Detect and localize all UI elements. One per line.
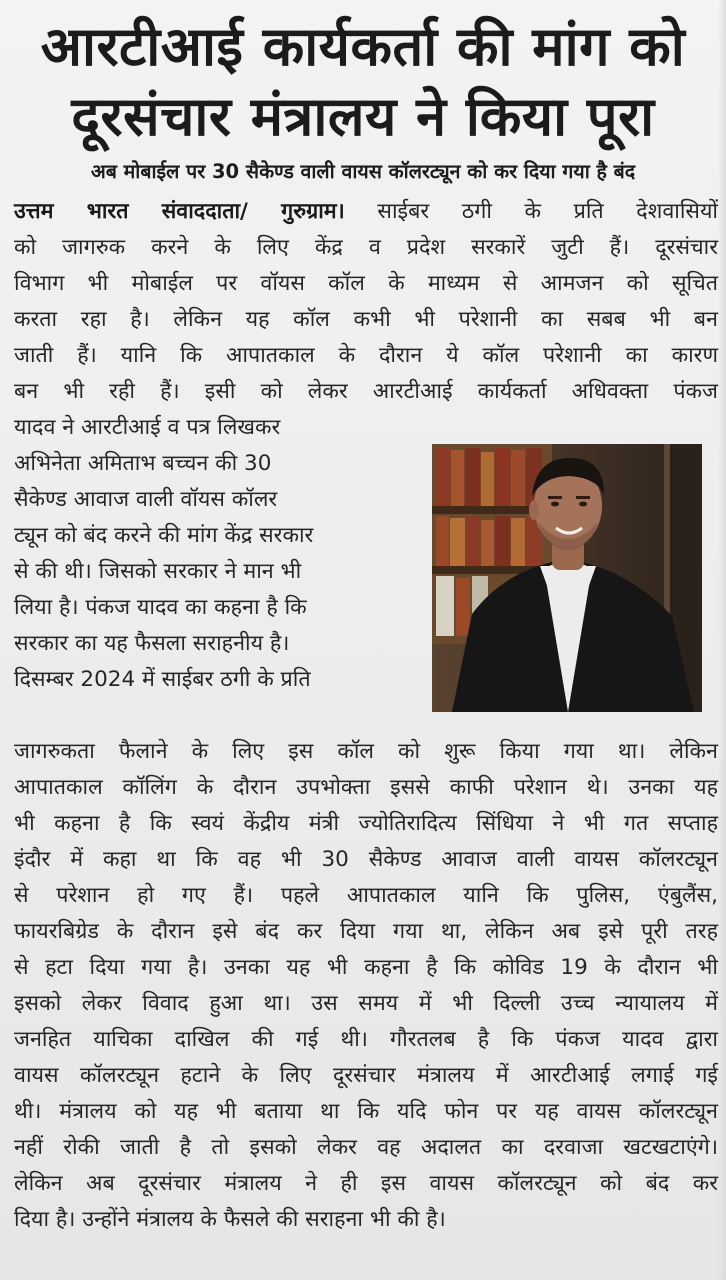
article-line: दिसम्बर 2024 में साईबर ठगी के प्रति xyxy=(14,667,311,692)
article-text: साईबर ठगी के प्रति देशवासियों xyxy=(377,199,718,224)
article-line: नहीं रोकी जाती है तो इसको लेकर वह अदालत का दरवाजा खटखटाएंगे। xyxy=(14,1135,718,1160)
article-line: यादव ने आरटीआई व पत्र लिखकर xyxy=(14,415,281,440)
article-line: दिया है। उन्होंने मंत्रालय के फैसले की सराहना भी की है। xyxy=(14,1207,446,1232)
article-line: वायस कॉलरट्यून हटाने के लिए दूरसंचार मंत्रालय में आरटीआई लगाई गई xyxy=(14,1063,718,1088)
article-line: आपातकाल कॉलिंग के दौरान उपभोक्ता इससे काफी परेशान थे। उनका यह xyxy=(14,775,718,800)
headline-line-1: आरटीआई कार्यकर्ता की मांग को xyxy=(40,15,686,78)
article-line: विभाग भी मोबाईल पर वॉयस कॉल के माध्यम से आमजन को सूचित xyxy=(14,271,718,296)
article-line: लेकिन अब दूरसंचार मंत्रालय ने ही इस वायस कॉलरट्यून को बंद कर xyxy=(14,1171,718,1196)
article-line-1 xyxy=(14,194,718,230)
article-line: सैकेण्ड आवाज वाली वॉयस कॉलर xyxy=(14,487,278,512)
article-line: बन भी रही हैं। इसी को लेकर आरटीआई कार्यकर्ता अधिवक्ता पंकज xyxy=(14,379,718,404)
article-line: जनहित याचिका दाखिल की गई थी। गौरतलब है कि पंकज यादव द्वारा xyxy=(14,1027,718,1052)
article-line: इसको लेकर विवाद हुआ था। उस समय में भी दिल्ली उच्च न्यायालय में xyxy=(14,991,718,1016)
article-line: लिया है। पंकज यादव का कहना है कि xyxy=(14,595,307,620)
article-line: अभिनेता अमिताभ बच्चन की 30 xyxy=(14,451,272,476)
page-edge-shadow xyxy=(718,0,726,1280)
article-line: थी। मंत्रालय को यह भी बताया था कि यदि फोन पर यह वायस कॉलरट्यून xyxy=(14,1099,718,1124)
article-line: जागरुकता फैलाने के लिए इस कॉल को शुरू किया गया था। लेकिन xyxy=(14,739,718,764)
article-line: करता रहा है। लेकिन यह कॉल कभी भी परेशानी का सबब भी बन xyxy=(14,307,718,332)
headline-line-2: दूरसंचार मंत्रालय ने किया पूरा xyxy=(71,85,655,148)
article-line: से हटा दिया गया है। उनका यह भी कहना है कि कोविड 19 के दौरान भी xyxy=(14,955,718,980)
article-line: ट्यून को बंद करने की मांग केंद्र सरकार xyxy=(14,523,314,548)
article-line: सरकार का यह फैसला सराहनीय है। xyxy=(14,631,290,656)
advocate-photo xyxy=(432,444,702,712)
article-line: से परेशान हो गए हैं। पहले आपातकाल यानि कि पुलिस, एंबुलैंस, xyxy=(14,883,718,908)
subheadline: अब मोबाईल पर 30 सैकेण्ड वाली वायस कॉलरट्यून को कर दिया गया है बंद xyxy=(90,160,636,183)
byline: उत्तम भारत संवाददाता/ गुरुग्राम। xyxy=(14,199,345,224)
article-line: भी कहना है कि स्वयं केंद्रीय मंत्री ज्योतिरादित्य सिंधिया ने भी गत सप्ताह xyxy=(14,811,718,836)
article-line: फायरबिग्रेड के दौरान इसे बंद कर दिया गया था, लेकिन अब इसे पूरी तरह xyxy=(14,919,718,944)
portrait-image xyxy=(432,444,702,712)
article-line: जाती हैं। यानि कि आपातकाल के दौरान ये कॉल परेशानी का कारण xyxy=(14,343,718,368)
article-line: को जागरुक करने के लिए केंद्र व प्रदेश सरकारें जुटी हैं। दूरसंचार xyxy=(14,235,718,260)
article-line: इंदौर में कहा था कि वह भी 30 सैकेण्ड आवाज वाली वायस कॉलरट्यून xyxy=(14,847,718,872)
article-line: से की थी। जिसको सरकार ने मान भी xyxy=(14,559,302,584)
